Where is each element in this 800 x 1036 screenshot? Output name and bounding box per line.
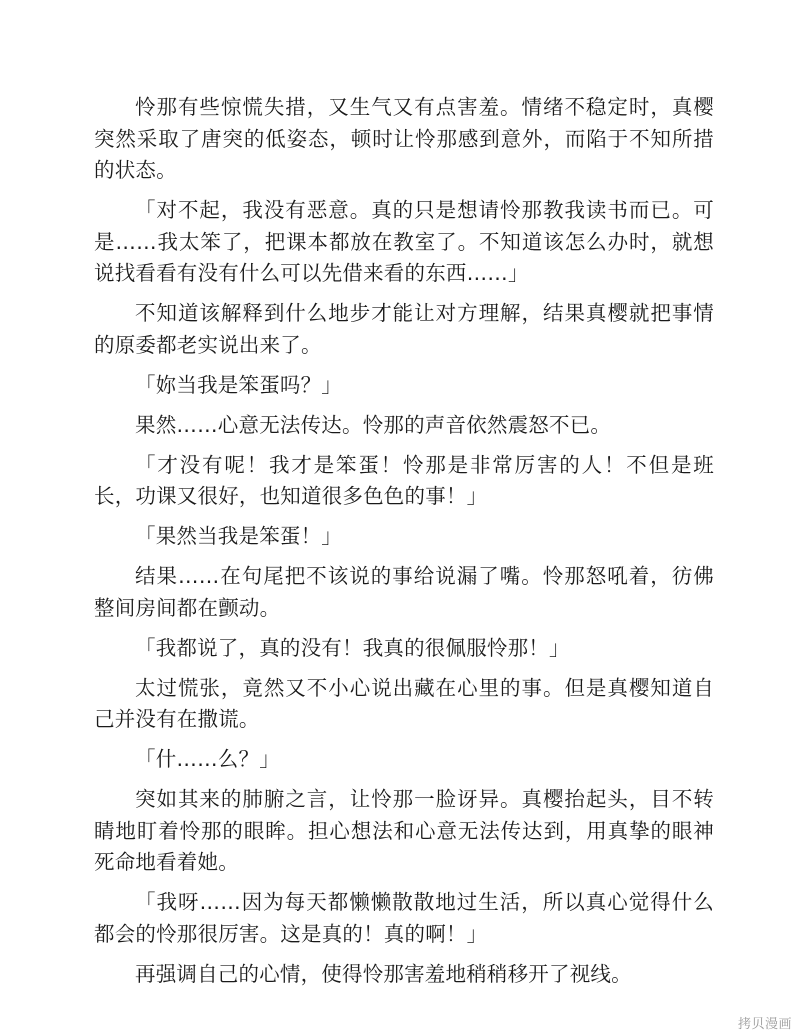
paragraph: 突如其来的肺腑之言，让怜那一脸讶异。真樱抬起头，目不转睛地盯着怜那的眼眸。担心想法和心意无法传达到，用真挚的眼神死命地看着她。 [94,787,714,874]
paragraph: 太过慌张，竟然又不小心说出藏在心里的事。但是真樱知道自己并没有在撒谎。 [94,675,714,731]
paragraph: 「果然当我是笨蛋！」 [135,524,342,548]
paragraph: 再强调自己的心情，使得怜那害羞地稍稍移开了视线。 [135,961,632,986]
paragraph: 「我呀……因为每天都懒懒散散地过生活，所以真心觉得什么都会的怜那很厉害。这是真的！真的啊！」 [94,890,714,946]
paragraph: 「才没有呢！我才是笨蛋！怜那是非常厉害的人！不但是班长，功课又很好，也知道很多色色的事！」 [94,452,714,508]
paragraph: 果然……心意无法传达。怜那的声音依然震怒不已。 [135,412,612,437]
body-text [94,92,714,999]
paragraph: 「对不起，我没有恶意。真的只是想请怜那教我读书而已。可是……我太笨了，把课本都放在教室了。不知道该怎么办时，就想说找看看有没有什么可以先借来看的东西……」 [94,198,714,285]
paragraph: 「妳当我是笨蛋吗？」 [135,372,342,397]
paragraph: 怜那有些惊慌失措，又生气又有点害羞。情绪不稳定时，真樱突然采取了唐突的低姿态，顿时让怜那感到意外，而陷于不知所措的状态。 [94,95,714,182]
watermark: 拷贝漫画 [737,1017,792,1032]
paragraph: 「我都说了，真的没有！我真的很佩服怜那！」 [135,635,570,660]
paragraph: 「什……么？」 [135,747,280,771]
paragraph: 不知道该解释到什么地步才能让对方理解，结果真樱就把事情的原委都老实说出来了。 [94,301,714,357]
paragraph: 结果……在句尾把不该说的事给说漏了嘴。怜那怒吼着，彷佛整间房间都在颤动。 [94,564,714,620]
